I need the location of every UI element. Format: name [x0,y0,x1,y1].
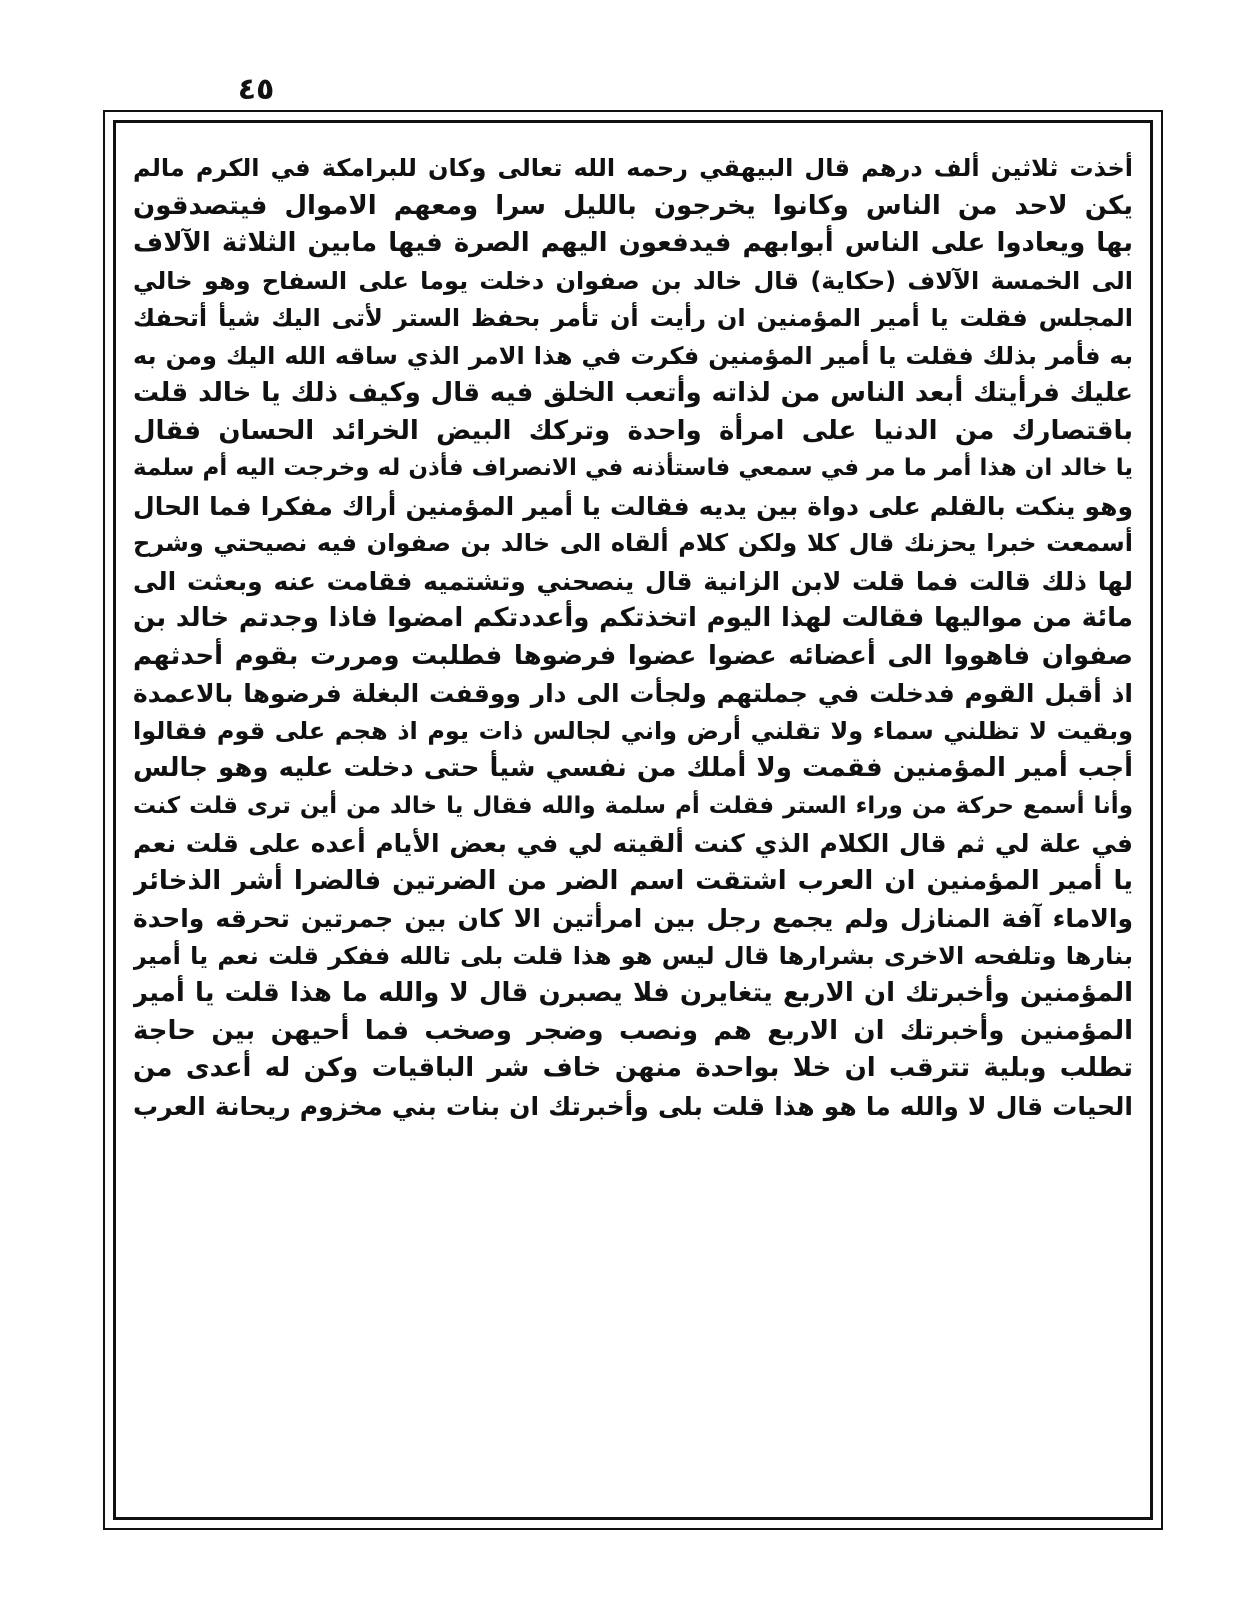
text-line: به فأمر بذلك فقلت يا أمير المؤمنين فكرت في هذا الامر الذي ساقه الله اليك ومن به [133,341,1133,370]
text-line: في علة لي ثم قال الكلام الذي كنت ألقيته لي في بعض الأيام أعده على قلت نعم [133,829,1133,858]
text-line: بنارها وتلفحه الاخرى بشرارها قال ليس هو هذا قلت بلى تالله ففكر قلت نعم يا أمير [133,941,1133,970]
text-line: بها ويعادوا على الناس أبوابهم فيدفعون اليهم الصرة فيها مابين الثلاثة الآلاف [133,228,1133,258]
text-line: والاماء آفة المنازل ولم يجمع رجل بين امرأتين الا كان بين جمرتين تحرقه واحدة [133,904,1133,933]
text-line: يا أمير المؤمنين ان العرب اشتقت اسم الضر من الضرتين فالضرا أشر الذخائر [133,865,1133,896]
text-line: وهو ينكت بالقلم على دواة بين يديه فقالت يا أمير المؤمنين أراك مفكرا فما الحال [133,491,1133,521]
text-line: المؤمنين وأخبرتك ان الاربع يتغايرن فلا يصبرن قال لا والله ما هذا قلت يا أمير [133,978,1133,1008]
text-line: الحيات قال لا والله ما هو هذا قلت بلى وأخبرتك ان بنات بني مخزوم ريحانة العرب [133,1091,1133,1121]
text-line: وأنا أسمع حركة من وراء الستر فقلت أم سلمة والله فقال يا خالد من أين ترى قلت كنت [133,792,1133,819]
text-line: لها ذلك قالت فما قلت لابن الزانية قال ينصحني وتشتميه فقامت عنه وبعثت الى [133,566,1133,596]
text-line: المؤمنين وأخبرتك ان الاربع هم ونصب وضجر وصخب فما أحيهن بين حاجة [133,1015,1133,1046]
text-line: يكن لاحد من الناس وكانوا يخرجون بالليل سرا ومعهم الاموال فيتصدقون [133,190,1133,221]
text-line: المجلس فقلت يا أمير المؤمنين ان رأيت أن تأمر بحفظ الستر لأتى اليك شيأ أتحفك [133,304,1133,332]
text-line: اذ أقبل القوم فدخلت في جملتهم ولجأت الى دار ووقفت البغلة فرضوها بالاعمدة [133,679,1133,708]
text-line: وبقيت لا تظلني سماء ولا تقلني أرض واني لجالس ذات يوم اذ هجم على قوم فقالوا [133,716,1133,745]
text-line: الى الخمسة الآلاف (حكاية) قال خالد بن صفوان دخلت يوما على السفاح وهو خالي [133,266,1133,295]
page-number: ٤٥ [237,72,275,107]
text-line: أجب أمير المؤمنين فقمت ولا أملك من نفسي شيأ حتى دخلت عليه وهو جالس [133,753,1133,783]
text-line: أخذت ثلاثين ألف درهم قال البيهقي رحمه الله تعالى وكان للبرامكة في الكرم مالم [133,154,1133,182]
text-line: تطلب وبلية تترقب ان خلا بواحدة منهن خاف شر الباقيات وكن له أعدى من [133,1053,1133,1083]
text-line: أسمعت خبرا يحزنك قال كلا ولكن كلام ألقاه الى خالد بن صفوان فيه نصيحتي وشرح [133,529,1133,557]
text-line: صفوان فاهووا الى أعضائه عضوا عضوا فرضوها فطلبت ومررت بقوم أحدثهم [133,640,1133,671]
text-line: عليك فرأيتك أبعد الناس من لذاته وأتعب الخلق فيه قال وكيف ذلك يا خالد قلت [133,378,1133,408]
text-line: يا خالد ان هذا أمر ما مر في سمعي فاستأذنه في الانصراف فأذن له وخرجت اليه أم سلمة [133,455,1133,481]
text-body [133,150,1133,1510]
text-line: باقتصارك من الدنيا على امرأة واحدة وتركك البيض الخرائد الحسان فقال [133,415,1133,446]
text-line: مائة من مواليها فقالت لهذا اليوم اتخذتكم وأعددتكم امضوا فاذا وجدتم خالد بن [133,603,1133,633]
